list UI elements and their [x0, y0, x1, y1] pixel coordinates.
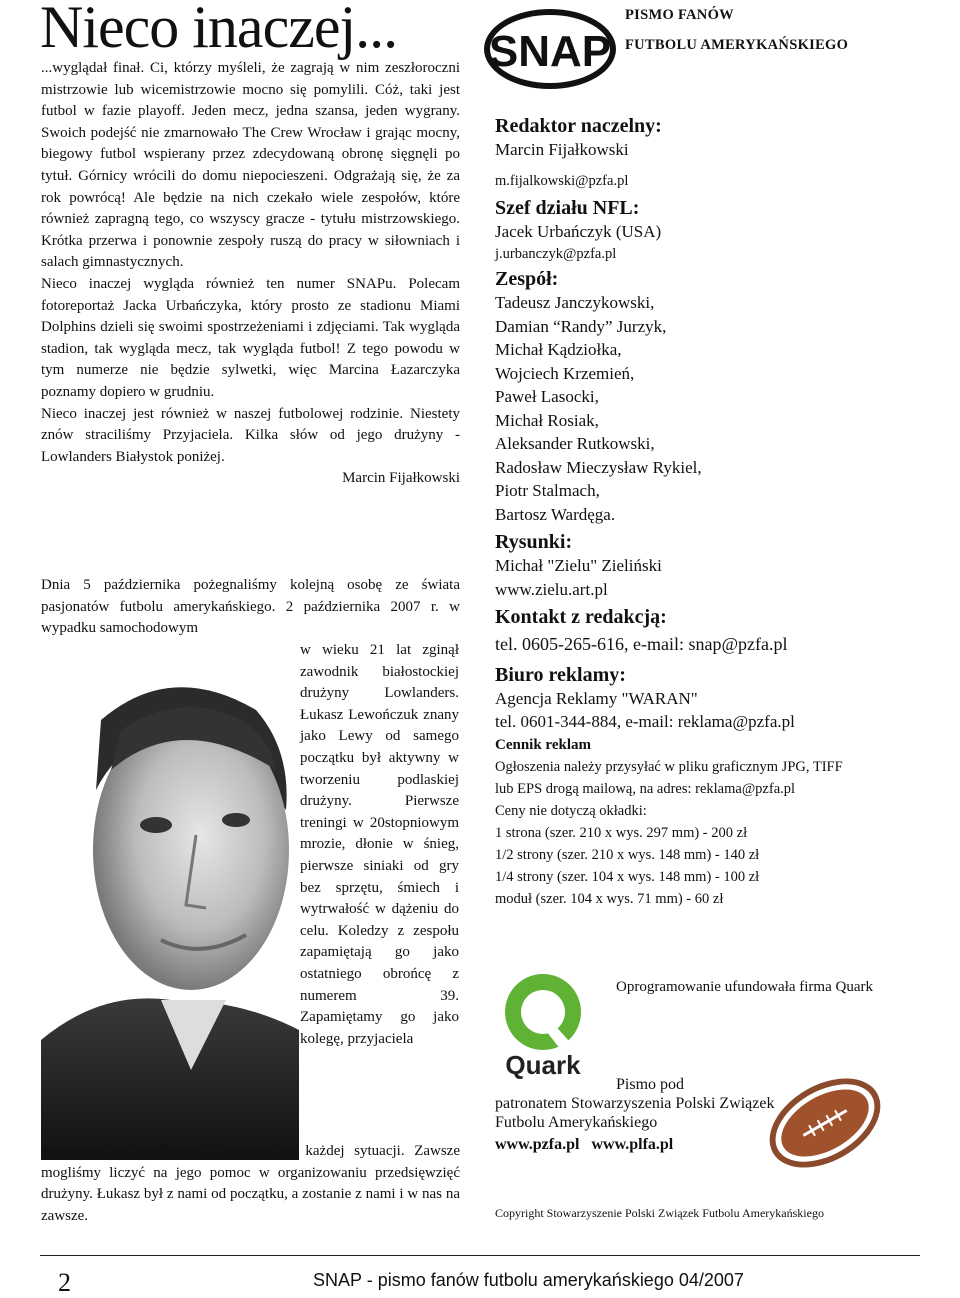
- drawings-heading: Rysunki:: [495, 531, 573, 553]
- drawings-url[interactable]: www.zielu.art.pl: [495, 579, 608, 599]
- pricelist-heading: Cennik reklam: [495, 736, 591, 753]
- pricelist-text: Ogłoszenia należy przysyłać w pliku graficznym JPG, TIFF lub EPS drogą mailową, na adres: reklama@pzfa.pl: [495, 758, 843, 797]
- nfl-heading: Szef działu NFL:: [495, 196, 640, 219]
- pzfa-link[interactable]: www.pzfa.pl: [495, 1136, 580, 1153]
- logo-text: SNAP: [488, 27, 612, 76]
- team-member: Piotr Stalmach,: [495, 481, 600, 500]
- contact-heading: Kontakt z redakcją:: [495, 606, 667, 628]
- patronage-line1: Pismo pod: [616, 1076, 685, 1093]
- page-title: Nieco inaczej...: [40, 0, 398, 60]
- ads-agency: Agencja Reklamy "WARAN": [495, 688, 698, 708]
- team-member: Damian “Randy” Jurzyk,: [495, 316, 667, 336]
- memorial-photo: [41, 640, 299, 1160]
- memorial-intro: Dnia 5 października pożegnaliśmy kolejną osobę ze świata pasjonatów futbolu amerykańskiego. 2 października 2007 r. w wypadku samochodowym: [41, 577, 460, 637]
- patronage: [495, 1075, 780, 1154]
- page-number: 2: [58, 1268, 71, 1297]
- publication-header: [625, 0, 848, 60]
- article-signature: Marcin Fijałkowski: [342, 470, 460, 487]
- memorial-end: gotowego do współpracy i pomocy w każdej sytuacji. Zawsze mogliśmy liczyć na jego pomoc w organizowaniu przedsięwzięć drużyny. Łukasz był z nami od początku, a zostanie z nami i w nas na zawsze.: [41, 1143, 460, 1224]
- article-body: [41, 58, 460, 490]
- snap-logo: [480, 4, 620, 94]
- nfl-email[interactable]: j.urbanczyk@pzfa.pl: [495, 246, 617, 262]
- prices-heading: Ceny nie dotyczą okładki:: [495, 802, 647, 819]
- patronage-line2: patronatem Stowarzyszenia Polski Związek Futbolu Amerykańskiego: [495, 1095, 775, 1131]
- team-member: Michał Rosiak,: [495, 410, 599, 430]
- pzfa-logo: [760, 1068, 890, 1178]
- editor-heading: Redaktor naczelny:: [495, 115, 662, 137]
- nfl-name: Jacek Urbańczyk (USA): [495, 221, 662, 241]
- copyright: Copyright Stowarzyszenie Polski Związek Futbolu Amerykańskiego: [495, 1206, 824, 1220]
- drawings-name: Michał "Zielu" Zieliński: [495, 556, 662, 575]
- contact-line: tel. 0605-265-616, e-mail: snap@pzfa.pl: [495, 634, 788, 654]
- team-heading: Zespół:: [495, 268, 559, 290]
- header-line1: PISMO FANÓW: [625, 7, 734, 23]
- article-paragraph: ...wyglądał finał. Ci, którzy myśleli, że zagrają w nim zeszłoroczni mistrzowie lub wicemistrzowie mocno się pomylili. Cóż, taki jest futbol w fazie playoff. Jeden mecz, jedna szansa, jeden wygrany. Swoich podejść nie zmarnowało The Crew Wrocław i grając mocny, biegowy futbol wspierany przez zdecydowaną obronę sięgnęli po tytuł. Górnicy wrócili do domu niepocieszeni. Odgrażają się, że za rok powrócą! Ale będzie na nich czekało wiele zespołów, które również zapragną tego, co wszyscy gracze - tytułu mistrzowskiego. Krótka przerwa i ponownie zespoły ruszą do pracy w siłowniach i salach gimnastycznych.: [41, 60, 460, 271]
- plfa-link[interactable]: www.plfa.pl: [591, 1136, 674, 1153]
- price-list: [495, 822, 935, 910]
- team-member: Aleksander Rutkowski,: [495, 434, 655, 453]
- team-member: Radosław Mieczysław Rykiel,: [495, 457, 702, 477]
- price-item: 1 strona (szer. 210 x wys. 297 mm) - 200 zł: [495, 824, 748, 841]
- team-member: Tadeusz Janczykowski,: [495, 293, 655, 312]
- article-paragraph: Nieco inaczej jest również w naszej futbolowej rodzinie. Niestety znów straciliśmy Przyjaciela. Kilka słów od jego drużyny - Lowlanders Białystok poniżej.: [41, 405, 460, 465]
- team-member: Bartosz Wardęga.: [495, 504, 616, 524]
- team-member: Paweł Lasocki,: [495, 387, 599, 406]
- quark-text: Oprogramowanie ufundowała firma Quark: [616, 979, 873, 995]
- ads-heading: Biuro reklamy:: [495, 663, 626, 686]
- team-list: [495, 291, 935, 526]
- header-line2: FUTBOLU AMERYKAŃSKIEGO: [625, 37, 849, 53]
- price-item: 1/4 strony (szer. 104 x wys. 148 mm) - 100 zł: [495, 868, 760, 885]
- footer-rule: [40, 1255, 920, 1256]
- patronage-urls: [495, 1135, 780, 1154]
- memorial-wrap: w wieku 21 lat zginął zawodnik białostockiej drużyny Lowlanders. Łukasz Lewończuk znany jako Lewy od samego początku był aktywny w tworzeniu podlaskiej drużyny. Pierwsze treningi w 20stopniowym mrozie, dłonie w śnieg, pierwsze siniaki od gry bez sprzętu, śmiech i wytrwałość w dążeniu do celu. Koledzy z zespołu zapamiętają go jako ostatniego obrońcę z numerem 39. Zapamiętamy go jako kolegę, przyjaciela: [300, 642, 459, 1047]
- editor-email[interactable]: m.fijalkowski@pzfa.pl: [495, 172, 629, 189]
- ads-contact: tel. 0601-344-884, e-mail: reklama@pzfa.pl: [495, 712, 795, 731]
- price-item: moduł (szer. 104 x wys. 71 mm) - 60 zł: [495, 890, 724, 907]
- article-paragraph: Nieco inaczej wygląda również ten numer SNAPu. Polecam fotoreportaż Jacka Urbańczyka, który prosto ze stadionu Miami Dolphins dzieli się swoimi spostrzeżeniami i zdjęciami. Tak wygląda stadion, tak wygląda mecz, tak wygląda futbol! Z tego powodu w tym numerze nie będzie sylwetki, więc Marcina Łazarczyka poznamy dopiero w grudniu.: [41, 275, 460, 400]
- team-member: Michał Kądziołka,: [495, 340, 622, 359]
- team-member: Wojciech Krzemień,: [495, 363, 635, 383]
- quark-logo: [495, 970, 595, 1080]
- quark-logo-text: Quark: [505, 1050, 581, 1080]
- masthead: [495, 114, 935, 910]
- editor-name: Marcin Fijałkowski: [495, 140, 629, 159]
- price-item: 1/2 strony (szer. 210 x wys. 148 mm) - 140 zł: [495, 846, 760, 863]
- footer-text: SNAP - pismo fanów futbolu amerykańskiego 04/2007: [313, 1270, 744, 1290]
